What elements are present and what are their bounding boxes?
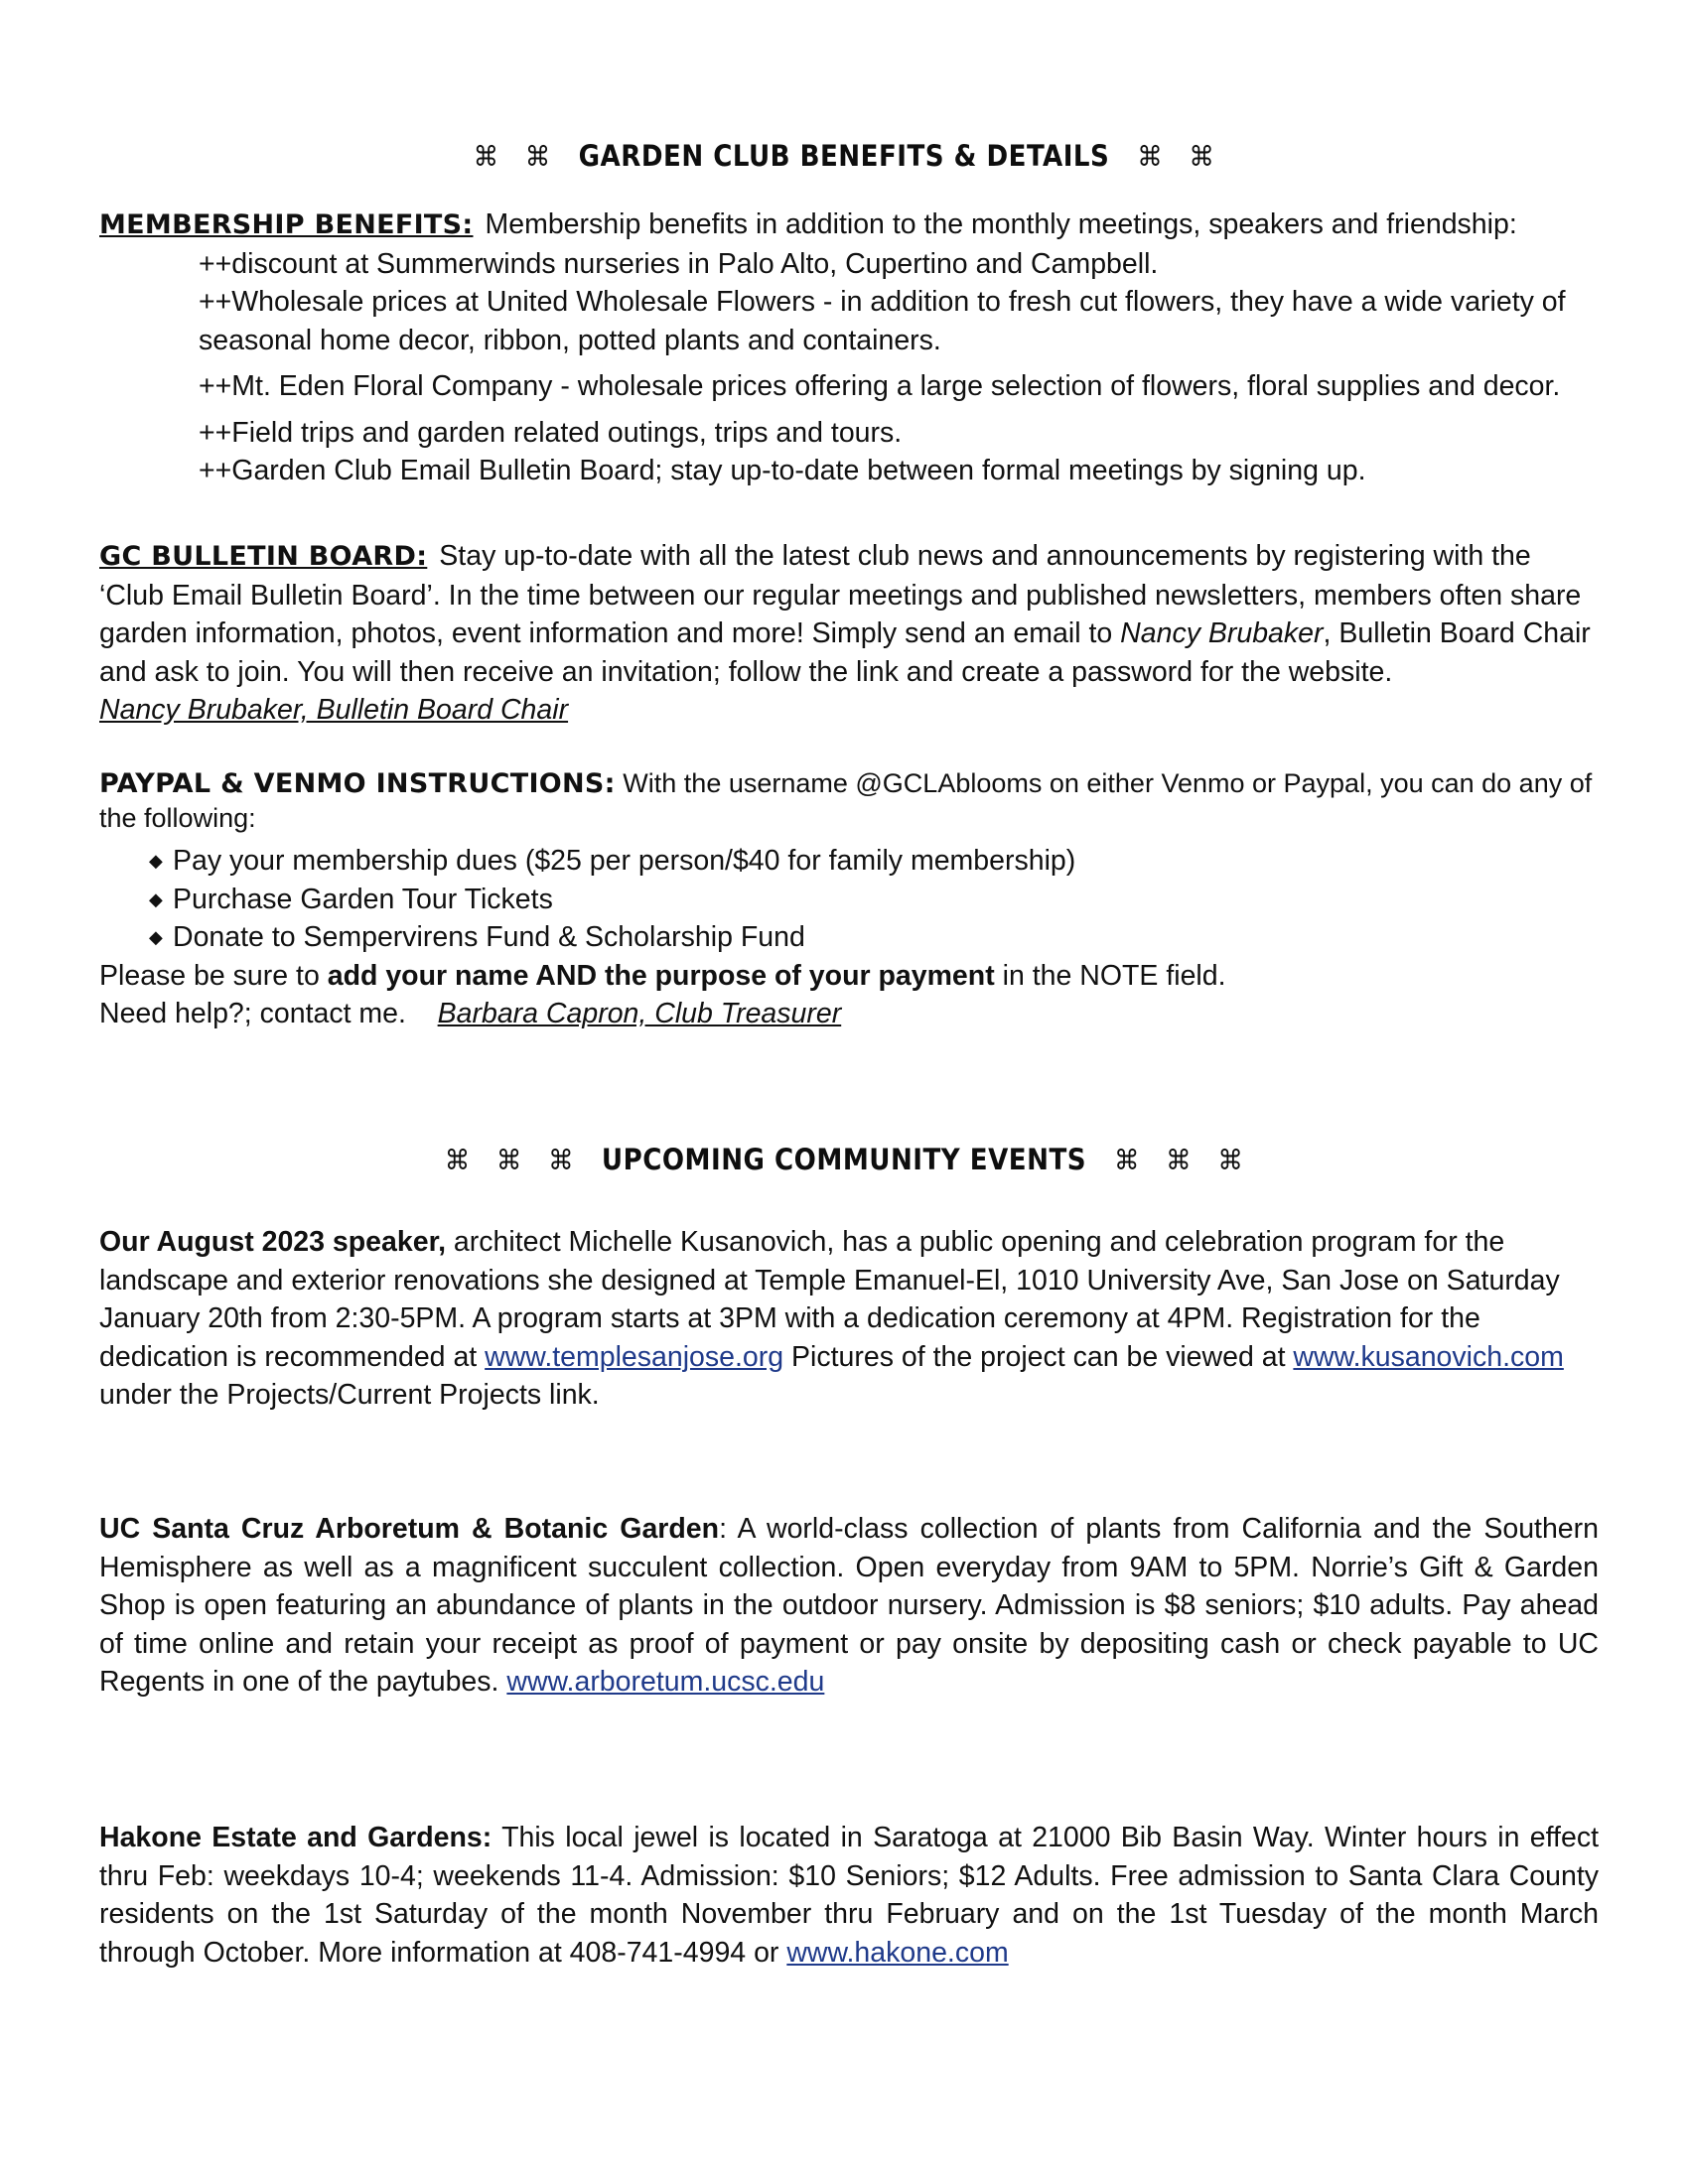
section-heading-events <box>0 1143 1688 1176</box>
event-hakone <box>99 1819 1599 1972</box>
paypal-intro-paragraph <box>99 766 1599 836</box>
temple-link[interactable]: www.templesanjose.org <box>485 1340 784 1373</box>
event-text: architect Michelle Kusanovich, has a public opening and celebration program for the landscape and exterior renovations she designed at Temple Emanuel-El, 1010 University Ave, San Jose on Saturday January 20th from 2:30-5PM. A program starts at 3PM with a dedication ceremony at 4PM. Registration for the dedication is recommended at <box>99 1226 1560 1373</box>
membership-intro: Membership benefits in addition to the monthly meetings, speakers and friendship: <box>485 208 1517 240</box>
event-text: under the Projects/Current Projects link. <box>99 1379 600 1411</box>
paypal-label: PAYPAL & VENMO INSTRUCTIONS: <box>99 768 616 799</box>
diamond-bullet-icon: ◆ <box>149 851 163 871</box>
command-symbols-left: ⌘ ⌘ <box>473 140 551 173</box>
paypal-intro: With the username @GCLAblooms on either Venmo or Paypal, you can do any of the following: <box>99 768 1593 833</box>
list-item <box>149 881 1599 919</box>
list-item-text: Pay your membership dues ($25 per person/$40 for family membership) <box>173 845 1076 877</box>
paypal-options-list <box>99 842 1599 957</box>
benefit-item: ++discount at Summerwinds nurseries in Palo Alto, Cupertino and Campbell. <box>199 247 1159 280</box>
bulletin-contact-name: Nancy Brubaker <box>1120 617 1324 649</box>
membership-benefits-section <box>99 205 1599 490</box>
hakone-link[interactable]: www.hakone.com <box>786 1936 1009 1969</box>
command-symbols-right: ⌘ ⌘ ⌘ <box>1114 1144 1244 1176</box>
benefit-item: ++Mt. Eden Floral Company - wholesale prices offering a large selection of flowers, floral supplies and decor. <box>199 370 1561 402</box>
benefit-list <box>99 245 1599 490</box>
event-title: UC Santa Cruz Arboretum & Botanic Garden <box>99 1513 720 1545</box>
benefit-item: ++Garden Club Email Bulletin Board; stay up-to-date between formal meetings by signing up. <box>199 455 1366 486</box>
list-item <box>149 842 1599 881</box>
membership-label: MEMBERSHIP BENEFITS: <box>99 209 474 240</box>
bulletin-label: GC BULLETIN BOARD: <box>99 541 428 572</box>
event-speaker <box>99 1223 1599 1415</box>
event-text: : A world-class collection of plants from California and the Southern Hemisphere as well as a magnificent succulent collection. Open everyday from 9AM to 5PM. Norrie’s Gift & Garden Shop is open featuring an abundance of plants in the outdoor nursery. Admission is $8 seniors; $10 adults. Pay ahead of time online and retain your receipt as proof of payment or pay onsite by depositing cash or check payable to UC Regents in one of the paytubes. <box>99 1513 1599 1698</box>
event-title: Hakone Estate and Gardens: <box>99 1822 492 1853</box>
paypal-help-line <box>99 995 1599 1033</box>
diamond-bullet-icon: ◆ <box>149 927 163 947</box>
membership-intro-line <box>99 205 1599 245</box>
bulletin-signature[interactable]: Nancy Brubaker, Bulletin Board Chair <box>99 694 569 726</box>
benefit-item: ++Wholesale prices at United Wholesale Flowers - in addition to fresh cut flowers, they have a wide variety of seasonal home decor, ribbon, potted plants and containers. <box>199 286 1566 356</box>
command-symbols-left: ⌘ ⌘ ⌘ <box>444 1144 574 1176</box>
section-heading-benefits <box>0 139 1688 173</box>
benefit-item: ++Field trips and garden related outings, trips and tours. <box>199 416 903 449</box>
bulletin-text-before: Stay up-to-date with all the latest club news and announcements by registering with the ‘Club Email Bulletin Board’. In the time between our regular meetings and published newsletters, members often share garden information, photos, event information and more! Simply send an email to <box>99 540 1582 649</box>
list-item-text: Donate to Sempervirens Fund & Scholarship Fund <box>173 921 805 953</box>
section-title: UPCOMING COMMUNITY EVENTS <box>601 1143 1087 1176</box>
diamond-bullet-icon: ◆ <box>149 888 163 909</box>
event-text: Pictures of the project can be viewed at <box>783 1340 1294 1373</box>
arboretum-link[interactable]: www.arboretum.ucsc.edu <box>506 1666 825 1698</box>
list-item-text: Purchase Garden Tour Tickets <box>173 883 553 915</box>
note-text-before: Please be sure to <box>99 959 328 992</box>
treasurer-signature[interactable]: Barbara Capron, Club Treasurer <box>437 998 842 1029</box>
event-arboretum <box>99 1510 1599 1702</box>
help-text: Need help?; contact me. <box>99 998 406 1029</box>
note-text-after: in the NOTE field. <box>994 959 1226 992</box>
event-title: Our August 2023 speaker, <box>99 1226 447 1258</box>
command-symbols-right: ⌘ ⌘ <box>1137 140 1215 173</box>
list-item <box>149 918 1599 957</box>
event-text: This local jewel is located in Saratoga at 21000 Bib Basin Way. Winter hours in effect thru Feb: weekdays 10-4; weekends 11-4. Admission: $10 Seniors; $12 Adults. Free admission to Santa Clara County residents on the 1st Saturday of the month November thru February and on the 1st Tuesday of the month March through October. More information at 408-741-4994 or <box>99 1822 1599 1969</box>
paypal-note <box>99 957 1599 996</box>
section-title: GARDEN CLUB BENEFITS & DETAILS <box>578 139 1110 173</box>
note-text-bold: add your name AND the purpose of your payment <box>327 959 995 992</box>
bulletin-text-after: , Bulletin Board Chair and ask to join. You will then receive an invitation; follow the link and create a password for the website. <box>99 617 1591 688</box>
bulletin-board-section <box>99 537 1599 730</box>
paypal-venmo-section <box>99 766 1599 1033</box>
kusanovich-link[interactable]: www.kusanovich.com <box>1293 1340 1564 1373</box>
bulletin-paragraph <box>99 537 1599 691</box>
